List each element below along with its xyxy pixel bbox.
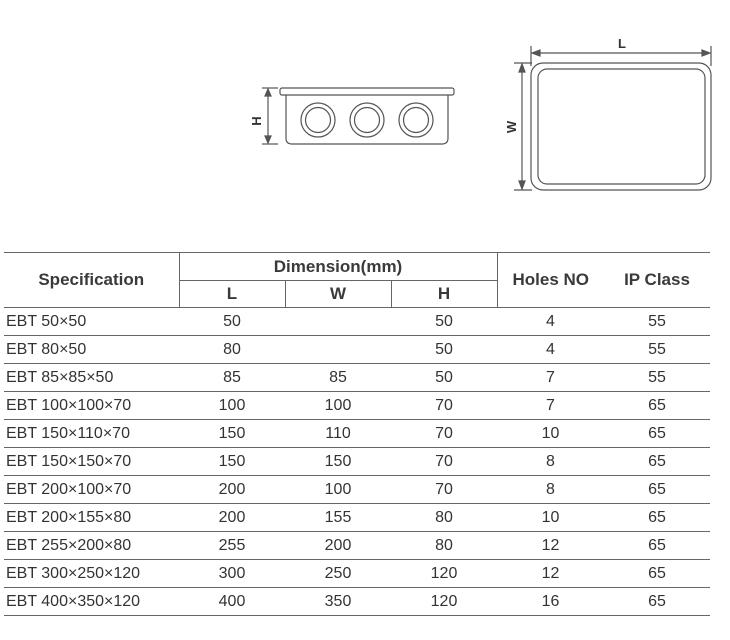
label-w: W — [504, 120, 519, 134]
cell-width: 85 — [285, 364, 391, 392]
cell-holes: 16 — [497, 588, 604, 616]
cell-length: 50 — [179, 308, 285, 336]
cell-length: 400 — [179, 588, 285, 616]
cell-holes: 12 — [497, 532, 604, 560]
cell-ip-class: 65 — [604, 392, 710, 420]
header-length: L — [179, 281, 285, 308]
cell-ip-class: 65 — [604, 560, 710, 588]
cell-holes: 12 — [497, 560, 604, 588]
cell-width: 250 — [285, 560, 391, 588]
cell-length: 200 — [179, 504, 285, 532]
cell-ip-class: 65 — [604, 504, 710, 532]
spec-name: EBT 200×155×80 — [4, 504, 179, 532]
header-specification: Specification — [4, 253, 179, 308]
table-row — [4, 308, 710, 336]
table-row — [4, 504, 710, 532]
cell-height: 120 — [391, 588, 497, 616]
cell-ip-class: 65 — [604, 532, 710, 560]
cell-holes: 7 — [497, 364, 604, 392]
spec-name: EBT 400×350×120 — [4, 588, 179, 616]
cell-height: 70 — [391, 420, 497, 448]
spec-name: EBT 150×110×70 — [4, 420, 179, 448]
cell-width: 150 — [285, 448, 391, 476]
specification-table — [4, 252, 710, 616]
cell-holes: 4 — [497, 308, 604, 336]
cell-height: 70 — [391, 448, 497, 476]
spec-name: EBT 300×250×120 — [4, 560, 179, 588]
cell-width: 100 — [285, 392, 391, 420]
side-view — [262, 88, 454, 144]
cell-ip-class: 65 — [604, 420, 710, 448]
table-row — [4, 476, 710, 504]
cell-ip-class: 65 — [604, 476, 710, 504]
cell-holes: 10 — [497, 420, 604, 448]
label-l: L — [618, 36, 626, 51]
spec-name: EBT 200×100×70 — [4, 476, 179, 504]
table-row — [4, 364, 710, 392]
table-row — [4, 560, 710, 588]
cell-holes: 8 — [497, 448, 604, 476]
cell-ip-class: 65 — [604, 588, 710, 616]
table-row — [4, 392, 710, 420]
spec-name: EBT 255×200×80 — [4, 532, 179, 560]
cell-width — [285, 336, 391, 364]
cell-holes: 8 — [497, 476, 604, 504]
cell-length: 255 — [179, 532, 285, 560]
header-width: W — [285, 281, 391, 308]
cell-height: 70 — [391, 392, 497, 420]
cell-ip-class: 55 — [604, 308, 710, 336]
spec-name: EBT 50×50 — [4, 308, 179, 336]
cell-height: 80 — [391, 532, 497, 560]
label-h: H — [249, 116, 264, 126]
cell-holes: 7 — [497, 392, 604, 420]
cell-width: 350 — [285, 588, 391, 616]
header-holes: Holes NO — [497, 253, 604, 308]
cell-width: 100 — [285, 476, 391, 504]
cell-length: 150 — [179, 448, 285, 476]
cell-width — [285, 308, 391, 336]
cell-height: 50 — [391, 336, 497, 364]
cell-ip-class: 65 — [604, 448, 710, 476]
cell-ip-class: 55 — [604, 336, 710, 364]
cell-height: 50 — [391, 364, 497, 392]
table-row — [4, 420, 710, 448]
cell-ip-class: 55 — [604, 364, 710, 392]
table-row — [4, 532, 710, 560]
cell-width: 155 — [285, 504, 391, 532]
table-header — [4, 253, 710, 308]
cell-height: 50 — [391, 308, 497, 336]
top-view — [514, 46, 711, 190]
cell-length: 80 — [179, 336, 285, 364]
cell-height: 80 — [391, 504, 497, 532]
spec-name: EBT 100×100×70 — [4, 392, 179, 420]
header-dimension: Dimension(mm) — [179, 253, 497, 281]
cell-holes: 10 — [497, 504, 604, 532]
cell-height: 70 — [391, 476, 497, 504]
cell-length: 300 — [179, 560, 285, 588]
header-height: H — [391, 281, 497, 308]
cell-width: 200 — [285, 532, 391, 560]
cell-length: 200 — [179, 476, 285, 504]
table-row — [4, 448, 710, 476]
table-body — [4, 308, 710, 616]
table-row — [4, 588, 710, 616]
cell-length: 100 — [179, 392, 285, 420]
junction-box-drawing — [0, 0, 730, 250]
header-ip-class: IP Class — [604, 253, 710, 308]
cell-height: 120 — [391, 560, 497, 588]
cell-length: 150 — [179, 420, 285, 448]
table-row — [4, 336, 710, 364]
cell-length: 85 — [179, 364, 285, 392]
cell-width: 110 — [285, 420, 391, 448]
cell-holes: 4 — [497, 336, 604, 364]
spec-name: EBT 85×85×50 — [4, 364, 179, 392]
spec-name: EBT 150×150×70 — [4, 448, 179, 476]
spec-name: EBT 80×50 — [4, 336, 179, 364]
